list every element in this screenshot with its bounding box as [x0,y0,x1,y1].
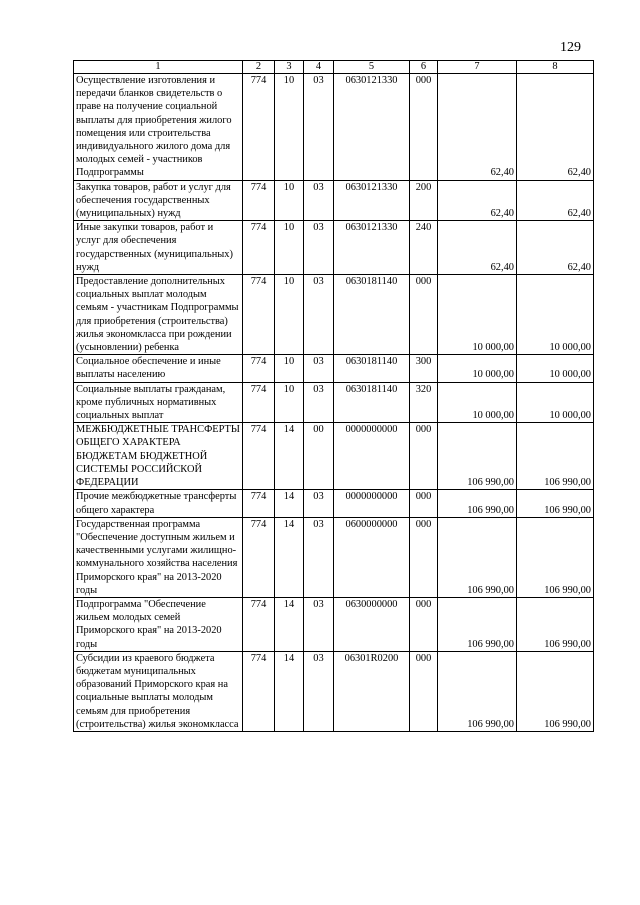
row-name: Прочие межбюджетные трансферты общего характера [74,490,243,517]
row-code-3: 10 [275,275,304,355]
row-sum-8: 106 990,00 [517,651,594,731]
row-code-2: 774 [243,74,275,181]
row-sum-8: 106 990,00 [517,423,594,490]
row-name: Субсидии из краевого бюджета бюджетам муниципальных образований Приморского края на социальные выплаты молодым семьям для приобретения (строительства) жилья экономкласса [74,651,243,731]
row-code-3: 10 [275,382,304,423]
row-code-5: 0630121330 [334,180,410,221]
row-code-4: 03 [304,651,334,731]
row-code-3: 14 [275,517,304,597]
row-code-5: 0000000000 [334,490,410,517]
row-code-4: 03 [304,597,334,651]
row-code-5: 0000000000 [334,423,410,490]
row-sum-8: 62,40 [517,221,594,275]
row-sum-7: 62,40 [438,180,517,221]
row-sum-7: 62,40 [438,221,517,275]
row-code-2: 774 [243,517,275,597]
row-sum-7: 10 000,00 [438,355,517,382]
table-row [74,490,594,517]
row-code-6: 000 [410,275,438,355]
row-sum-7: 10 000,00 [438,275,517,355]
row-code-3: 10 [275,180,304,221]
row-code-6: 000 [410,490,438,517]
row-sum-8: 10 000,00 [517,275,594,355]
table-row [74,597,594,651]
row-code-5: 0630181140 [334,355,410,382]
row-code-2: 774 [243,221,275,275]
table-row [74,180,594,221]
table-row [74,355,594,382]
row-code-4: 03 [304,517,334,597]
row-code-4: 03 [304,355,334,382]
row-code-3: 14 [275,651,304,731]
row-code-6: 000 [410,74,438,181]
row-code-5: 0600000000 [334,517,410,597]
row-name: Закупка товаров, работ и услуг для обеспечения государственных (муниципальных) нужд [74,180,243,221]
header-cell: 7 [438,61,517,74]
row-code-6: 240 [410,221,438,275]
row-name: Подпрограмма "Обеспечение жильем молодых семей Приморского края" на 2013-2020 годы [74,597,243,651]
row-name: МЕЖБЮДЖЕТНЫЕ ТРАНСФЕРТЫ ОБЩЕГО ХАРАКТЕРА БЮДЖЕТАМ БЮДЖЕТНОЙ СИСТЕМЫ РОССИЙСКОЙ ФЕДЕРАЦИИ [74,423,243,490]
row-sum-7: 10 000,00 [438,382,517,423]
row-code-3: 10 [275,221,304,275]
row-code-2: 774 [243,355,275,382]
row-code-2: 774 [243,490,275,517]
budget-table [73,60,594,732]
header-cell: 1 [74,61,243,74]
row-code-6: 000 [410,597,438,651]
header-cell: 3 [275,61,304,74]
row-code-2: 774 [243,651,275,731]
table-row [74,651,594,731]
row-code-4: 03 [304,382,334,423]
row-name: Предоставление дополнительных социальных выплат молодым семьям - участникам Подпрограммы для приобретения (строительства) жилья экономкласса при рождении (усыновлении) ребенка [74,275,243,355]
row-sum-8: 106 990,00 [517,517,594,597]
row-code-2: 774 [243,275,275,355]
row-code-4: 00 [304,423,334,490]
table-row [74,517,594,597]
row-code-3: 14 [275,490,304,517]
row-sum-7: 106 990,00 [438,490,517,517]
row-code-4: 03 [304,221,334,275]
row-sum-7: 106 990,00 [438,651,517,731]
row-sum-7: 106 990,00 [438,423,517,490]
row-code-6: 200 [410,180,438,221]
row-name: Иные закупки товаров, работ и услуг для обеспечения государственных (муниципальных) нужд [74,221,243,275]
header-cell: 8 [517,61,594,74]
row-code-4: 03 [304,490,334,517]
row-name: Социальное обеспечение и иные выплаты населению [74,355,243,382]
row-code-6: 000 [410,423,438,490]
row-code-5: 0630000000 [334,597,410,651]
row-code-6: 300 [410,355,438,382]
row-code-5: 0630121330 [334,221,410,275]
row-sum-7: 62,40 [438,74,517,181]
row-code-3: 14 [275,597,304,651]
page-number: 129 [560,40,581,55]
row-name: Социальные выплаты гражданам, кроме публичных нормативных социальных выплат [74,382,243,423]
row-code-3: 10 [275,74,304,181]
row-sum-8: 62,40 [517,180,594,221]
row-code-4: 03 [304,74,334,181]
row-sum-7: 106 990,00 [438,517,517,597]
row-code-6: 000 [410,517,438,597]
row-sum-8: 106 990,00 [517,490,594,517]
row-code-6: 320 [410,382,438,423]
row-code-6: 000 [410,651,438,731]
row-code-2: 774 [243,597,275,651]
header-row [74,61,594,74]
row-sum-8: 106 990,00 [517,597,594,651]
table-row [74,423,594,490]
row-code-5: 06301R0200 [334,651,410,731]
row-code-5: 0630181140 [334,382,410,423]
row-sum-8: 10 000,00 [517,382,594,423]
row-code-4: 03 [304,180,334,221]
header-cell: 4 [304,61,334,74]
header-cell: 6 [410,61,438,74]
row-code-5: 0630181140 [334,275,410,355]
row-name: Осуществление изготовления и передачи бланков свидетельств о праве на получение социальной выплаты для приобретения жилого помещения или строительства индивидуального жилого дома для молодых семей - участников Подпрограммы [74,74,243,181]
row-code-3: 10 [275,355,304,382]
table-row [74,275,594,355]
row-sum-8: 10 000,00 [517,355,594,382]
row-code-4: 03 [304,275,334,355]
row-name: Государственная программа "Обеспечение доступным жильем и качественными услугами жилищно-коммунального хозяйства населения Приморского края" на 2013-2020 годы [74,517,243,597]
row-sum-7: 106 990,00 [438,597,517,651]
row-code-2: 774 [243,423,275,490]
table-row [74,221,594,275]
row-code-2: 774 [243,180,275,221]
table-row [74,382,594,423]
row-code-3: 14 [275,423,304,490]
table-row [74,74,594,181]
row-code-2: 774 [243,382,275,423]
header-cell: 5 [334,61,410,74]
header-cell: 2 [243,61,275,74]
row-code-5: 0630121330 [334,74,410,181]
row-sum-8: 62,40 [517,74,594,181]
